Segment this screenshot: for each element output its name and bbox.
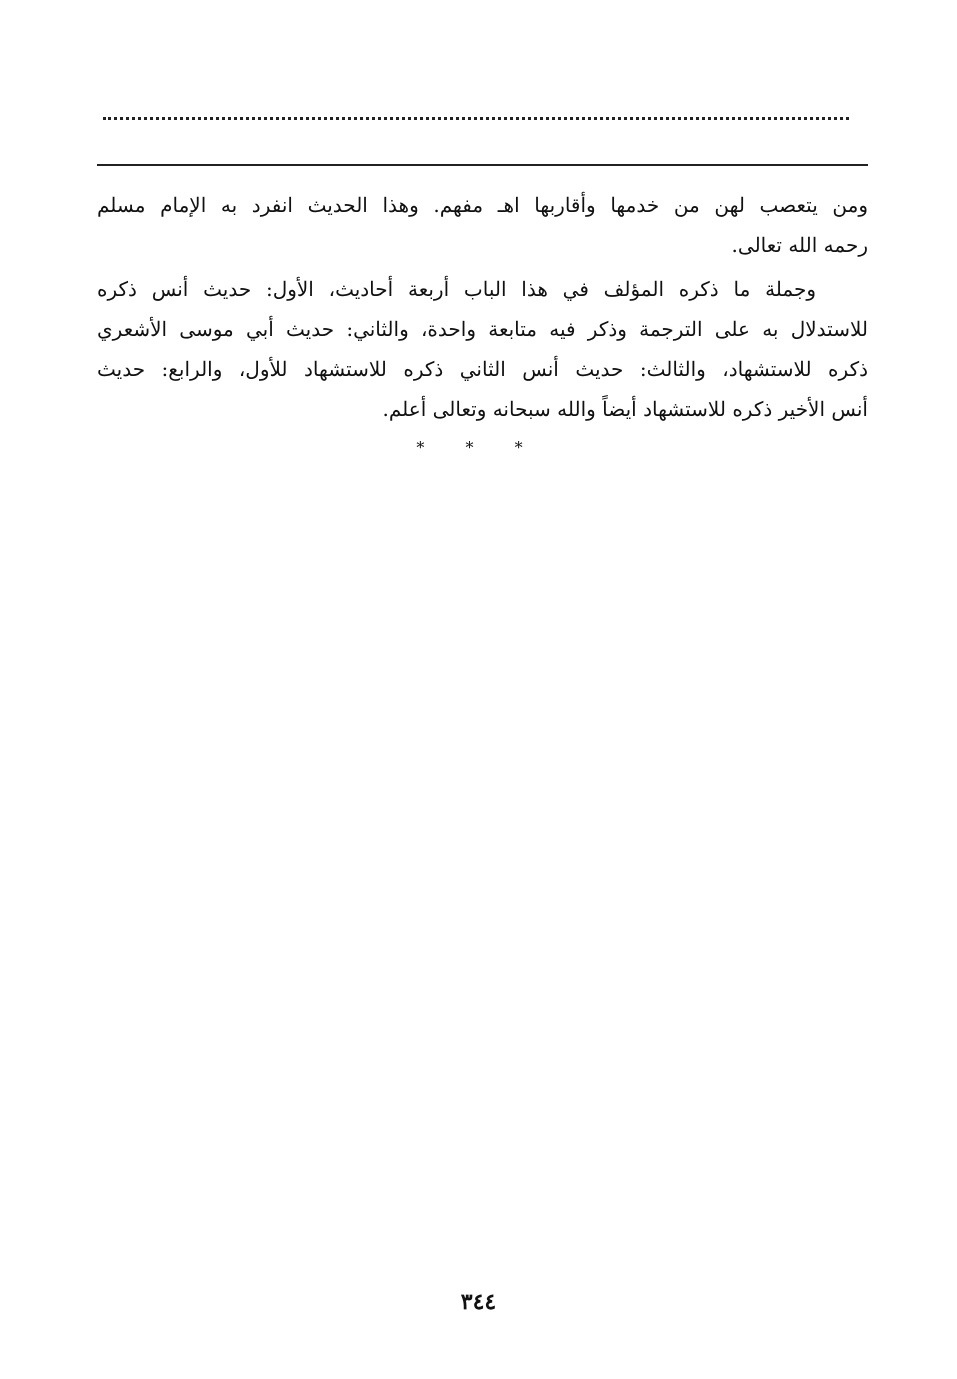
page-number: ٣٤٤ [460,1289,497,1315]
paragraph-2-line-1: وجملة ما ذكره المؤلف في هذا الباب أربعة أحاديث، الأول: حديث أنس ذكره [97,277,816,301]
paragraph-1-line-1: ومن يتعصب لهن من خدمها وأقاربها اهـ مفهم. وهذا الحديث انفرد به الإمام مسلم [97,193,868,217]
dotted-divider [103,117,849,120]
paragraph-2-line-4: أنس الأخير ذكره للاستشهاد أيضاً والله سبحانه وتعالى أعلم. [382,397,868,421]
paragraph-2-line-3: ذكره للاستشهاد، والثالث: حديث أنس الثاني ذكره للاستشهاد للأول، والرابع: حديث [97,357,868,381]
paragraph-2-line-2: للاستدلال به على الترجمة وذكر فيه متابعة واحدة، والثاني: حديث أبي موسى الأشعري [97,317,868,341]
paragraph-1-line-2: رحمه الله تعالى. [731,233,868,257]
footnote-rule [97,164,868,166]
paragraph-2 [97,269,868,429]
paragraph-1 [97,185,868,265]
section-separator: * * * [416,438,541,457]
